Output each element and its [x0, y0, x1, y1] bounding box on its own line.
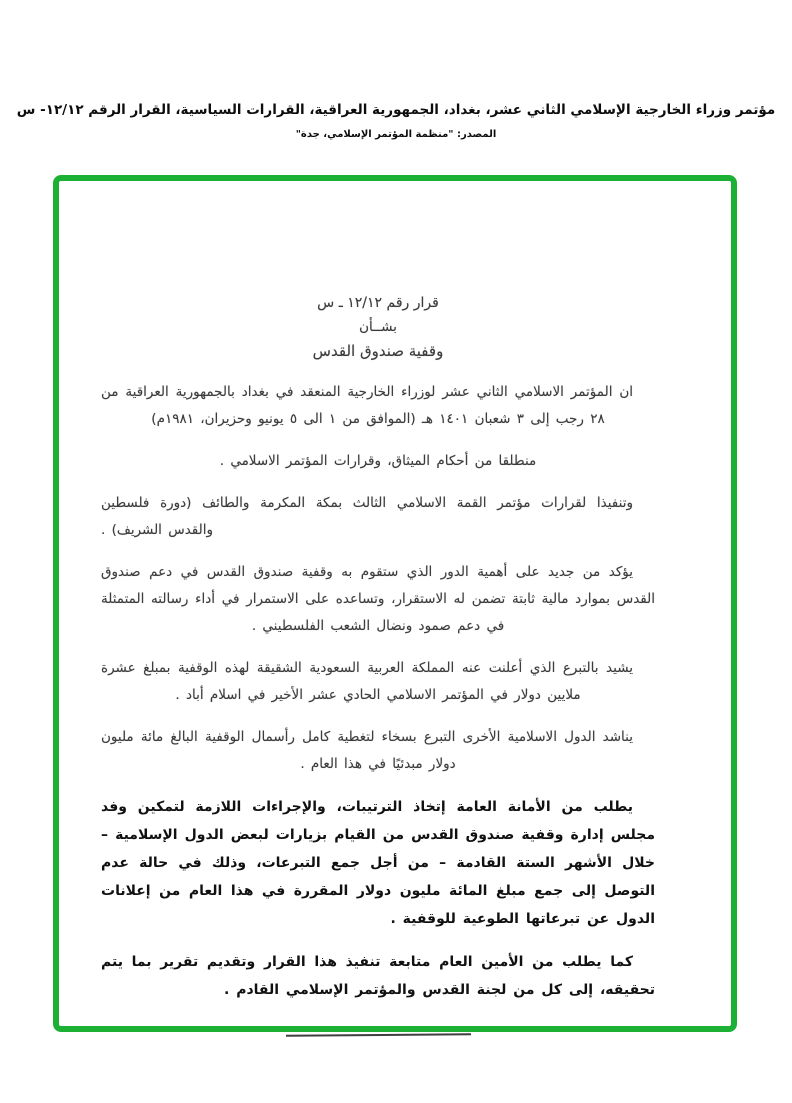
paragraph-charter: منطلقا من أحكام الميثاق، وقرارات المؤتمر الاسلامي . [219, 453, 537, 469]
resolution-subject: وقفية صندوق القدس [312, 342, 444, 360]
paragraph-summit-resolutions: وتنفيذا لقرارات مؤتمر القمة الاسلامي الثالث بمكة المكرمة والطائف (دورة فلسطين والقدس الشريف) . [101, 495, 633, 538]
resolution-number: قرار رقم ١٢/١٢ ـ س [317, 295, 439, 311]
resolution-title-block [101, 291, 655, 363]
highlight-border-box [53, 175, 737, 1032]
resolution-subject-word: بشــأن [359, 319, 397, 335]
scanned-document [59, 181, 731, 1036]
paragraph-secretariat-request: يطلب من الأمانة العامة إتخاذ الترتيبات، والإجراءات اللازمة لتمكين وفد مجلس إدارة وقفية صندوق القدس من القيام بزيارات لبعض الدول الإسلامية – خلال الأشهر الستة القادمة – من أجل جمع التبرعات، وذلك في حالة عدم التوصل إلى جمع مبلغ المائة مليون دولار المقررة في هذا العام من إعلانات الدول عن تبرعاتها الطوعية للوقفية . [101, 799, 655, 927]
conference-title: مؤتمر وزراء الخارجية الإسلامي الثاني عشر، بغداد، الجمهورية العراقية، القرارات السياسية، القرار الرقم ١٢/١٢- س [16, 102, 776, 118]
source-citation: المصدر: "منظمة المؤتمر الإسلامي، جدة" [295, 129, 497, 140]
end-divider-line [285, 1033, 470, 1037]
paragraph-appeal-states: يناشد الدول الاسلامية الأخرى التبرع بسخاء لتغطية كامل رأسمال الوقفية البالغ مائة مليون دولار مبدئيًا في هذا العام . [101, 729, 633, 772]
paragraph-preamble: ان المؤتمر الاسلامي الثاني عشر لوزراء الخارجية المنعقد في بغداد بالجمهورية العراقية من ٢٨ رجب إلى ٣ شعبان ١٤٠١ هـ (الموافق من ١ الى ٥ يونيو وحزيران، ١٩٨١م) [101, 384, 633, 427]
page-header [0, 100, 792, 141]
paragraph-secretary-general-followup: كما يطلب من الأمين العام متابعة تنفيذ هذا القرار وتقديم تقرير بما يتم تحقيقه، إلى كل من لجنة القدس والمؤتمر الإسلامي القادم . [101, 954, 655, 998]
paragraph-affirms-role: يؤكد من جديد على أهمية الدور الذي ستقوم به وقفية صندوق القدس في دعم صندوق القدس بموارد مالية ثابتة تضمن له الاستقرار، وتساعده على الاستمرار في أداء رسالته المتمثلة في دعم صمود ونضال الشعب الفلسطيني . [101, 564, 655, 634]
paragraph-saudi-donation: يشيد بالتبرع الذي أعلنت عنه المملكة العربية السعودية الشقيقة لهذه الوقفية بمبلغ عشرة ملايين دولار في المؤتمر الاسلامي الحادي عشر الأخير في اسلام أباد . [101, 660, 633, 703]
